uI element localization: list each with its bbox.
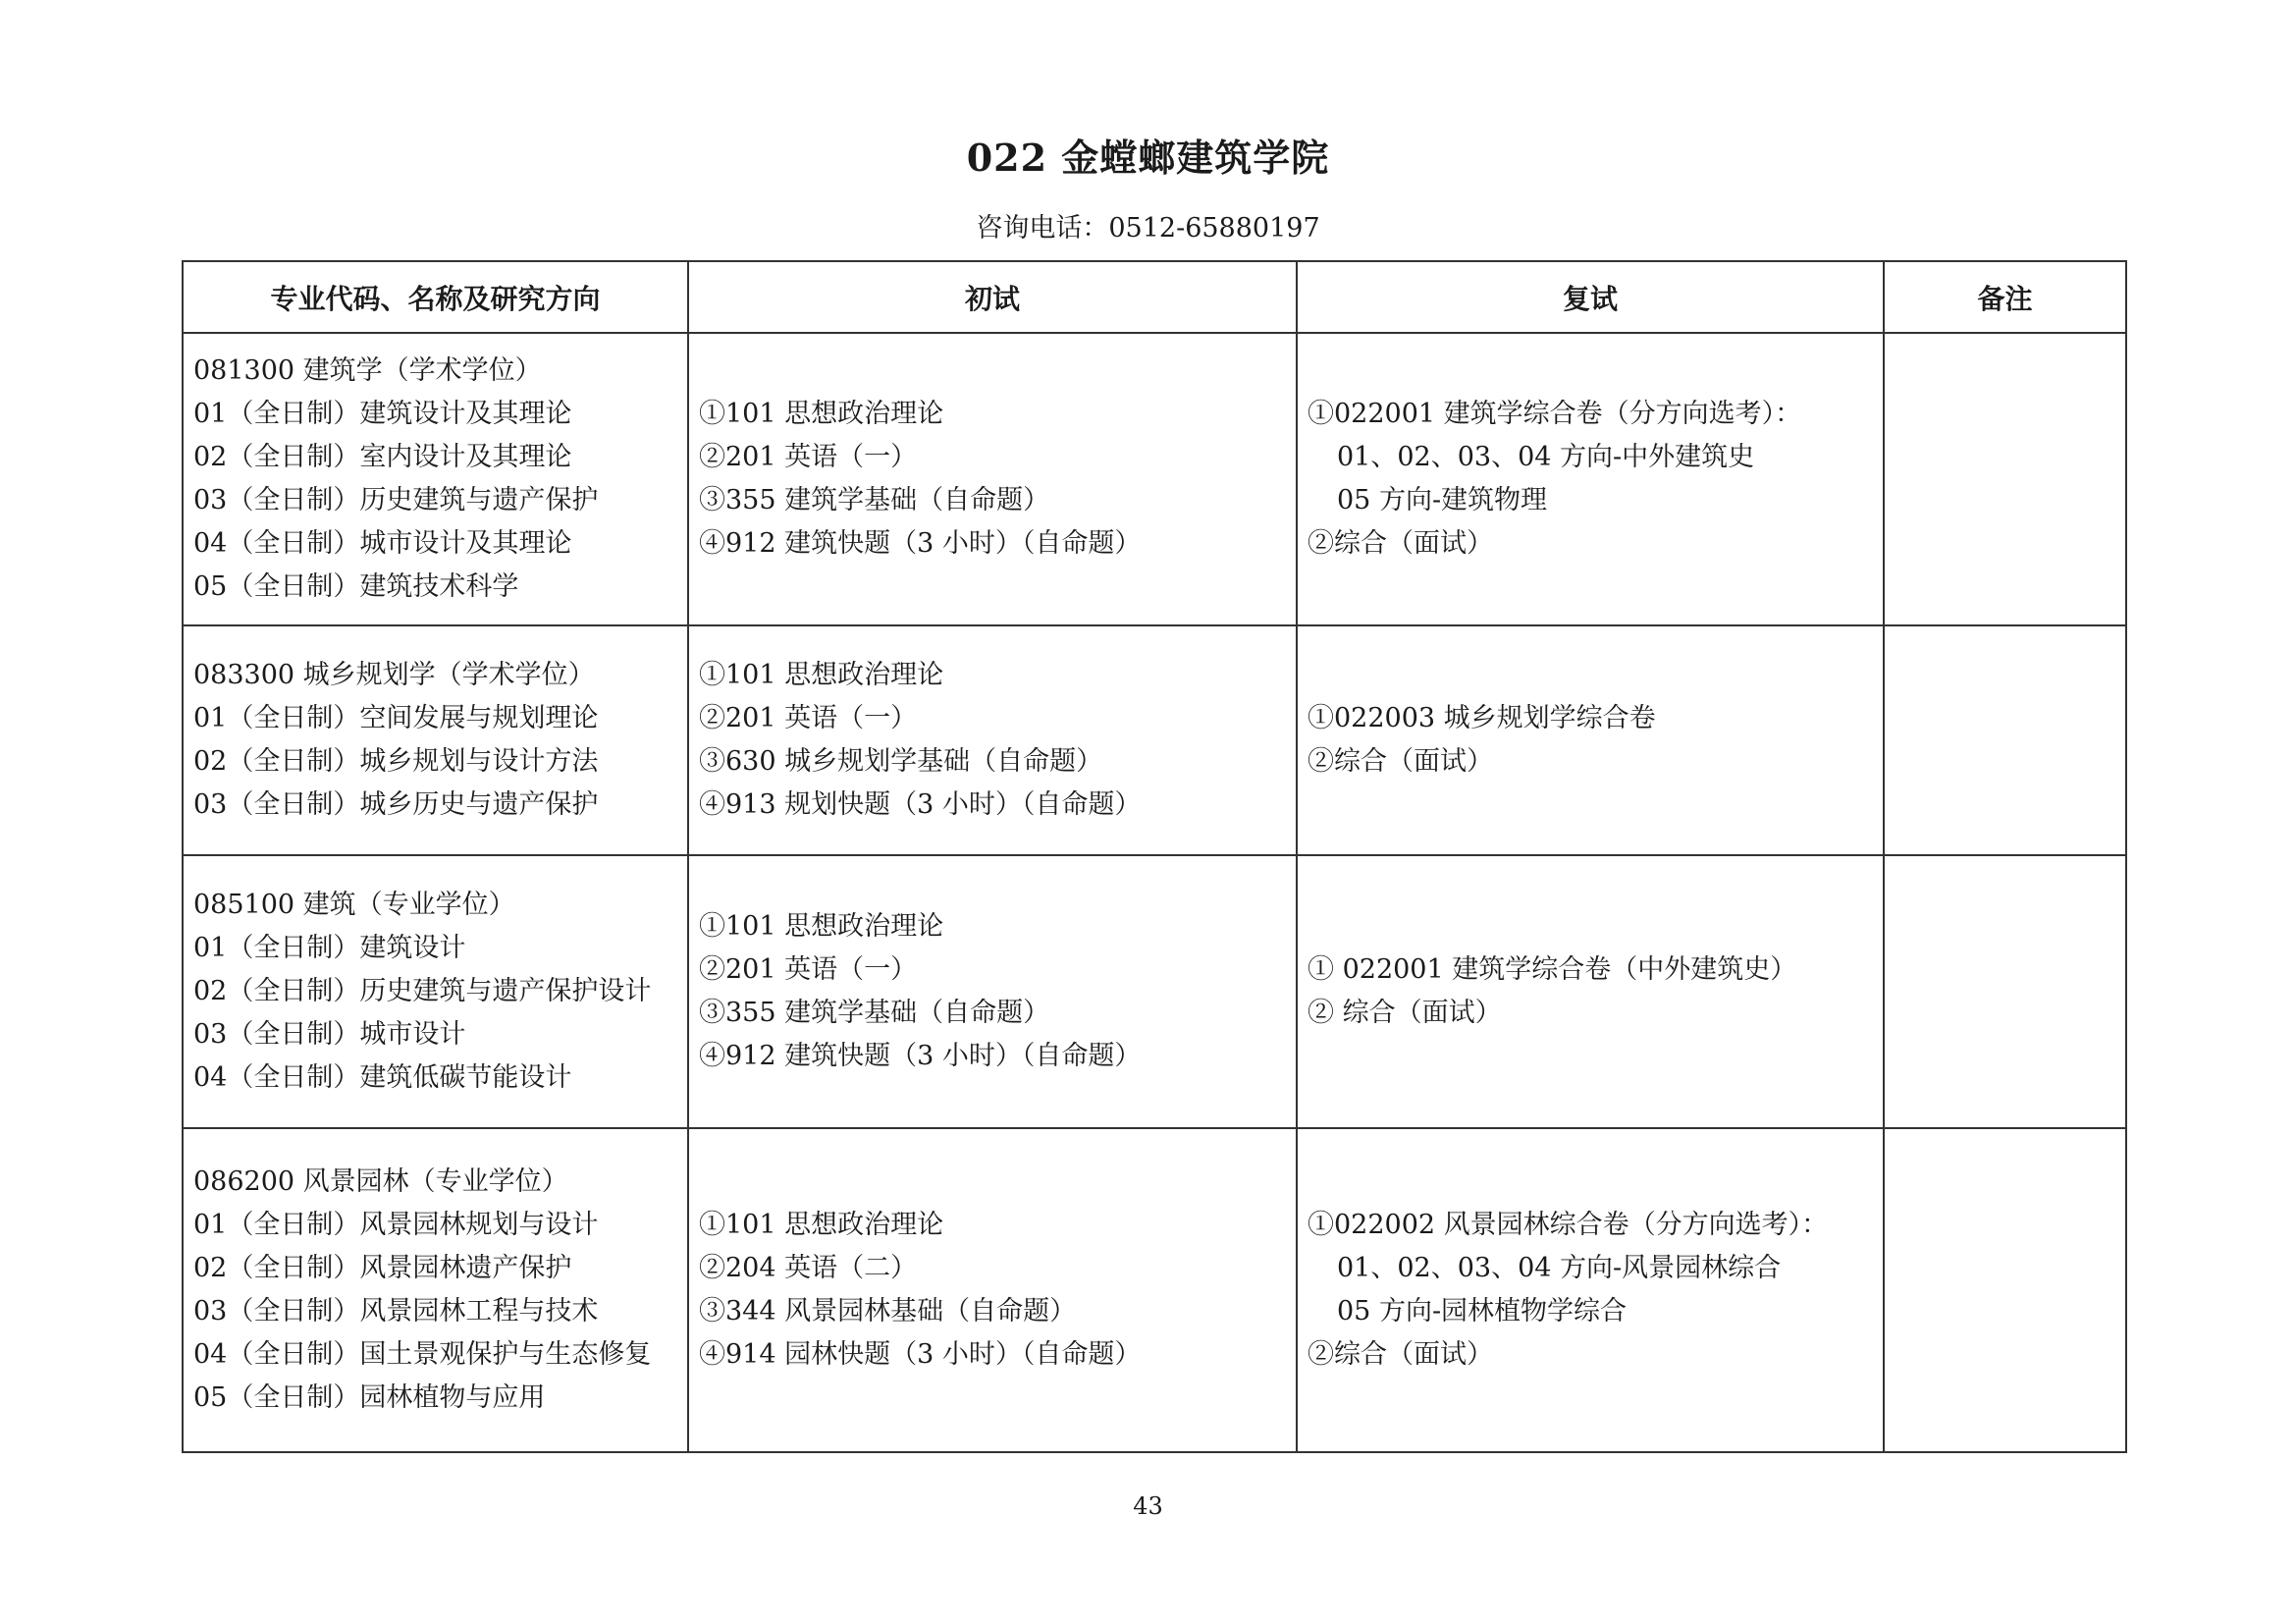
initial-exam-cell (688, 855, 1297, 1128)
notes-cell (1884, 1128, 2126, 1452)
program-title: 085100 建筑（专业学位） (193, 890, 515, 920)
research-direction: 05（全日制）园林植物与应用 (193, 1382, 546, 1413)
retest-item: 05 方向-园林植物学综合 (1337, 1296, 1628, 1326)
retest-item: ②综合（面试） (1308, 746, 1493, 777)
retest-item: ②综合（面试） (1308, 1339, 1493, 1370)
program-cell (183, 855, 688, 1128)
research-direction: 03（全日制）城乡历史与遗产保护 (193, 789, 599, 820)
retest-item: 01、02、03、04 方向-风景园林综合 (1337, 1253, 1782, 1283)
column-header-notes: 备注 (1884, 261, 2126, 333)
program-cell (183, 333, 688, 625)
research-direction: 04（全日制）建筑低碳节能设计 (193, 1062, 572, 1093)
research-direction: 05（全日制）建筑技术科学 (193, 571, 519, 602)
program-cell (183, 1128, 688, 1452)
table-row (183, 855, 2126, 1128)
notes-cell (1884, 855, 2126, 1128)
table-header (183, 261, 2126, 333)
exam-subject: ④913 规划快题（3 小时）（自命题） (699, 789, 1142, 820)
admissions-table (182, 260, 2127, 1453)
retest-cell (1297, 625, 1884, 855)
table-row (183, 625, 2126, 855)
exam-subject: ②204 英语（二） (699, 1253, 918, 1283)
research-direction: 04（全日制）国土景观保护与生态修复 (193, 1339, 652, 1370)
research-direction: 01（全日制）建筑设计 (193, 933, 466, 963)
exam-subject: ④912 建筑快题（3 小时）（自命题） (699, 528, 1142, 559)
contact-phone: 咨询电话：0512-65880197 (976, 213, 1320, 244)
exam-subject: ④912 建筑快题（3 小时）（自命题） (699, 1041, 1142, 1071)
initial-exam-cell (688, 333, 1297, 625)
retest-item: ①022003 城乡规划学综合卷 (1308, 703, 1656, 733)
research-direction: 02（全日制）历史建筑与遗产保护设计 (193, 976, 652, 1006)
program-title: 083300 城乡规划学（学术学位） (193, 660, 595, 690)
exam-subject: ②201 英语（一） (699, 703, 918, 733)
retest-item: ①022001 建筑学综合卷（分方向选考）： (1308, 399, 1802, 429)
exam-subject: ①101 思想政治理论 (699, 399, 944, 429)
research-direction: 01（全日制）空间发展与规划理论 (193, 703, 599, 733)
research-direction: 04（全日制）城市设计及其理论 (193, 528, 572, 559)
table-row (183, 333, 2126, 625)
column-header-initial-exam: 初试 (688, 261, 1297, 333)
program-title: 086200 风景园林（专业学位） (193, 1166, 568, 1197)
exam-subject: ④914 园林快题（3 小时）（自命题） (699, 1339, 1142, 1370)
retest-cell (1297, 333, 1884, 625)
notes-cell (1884, 333, 2126, 625)
retest-item: ① 022001 建筑学综合卷（中外建筑史） (1308, 954, 1797, 985)
retest-item: 05 方向-建筑物理 (1337, 485, 1548, 515)
exam-subject: ③355 建筑学基础（自命题） (699, 998, 1050, 1028)
retest-item: ② 综合（面试） (1308, 998, 1502, 1028)
column-header-retest: 复试 (1297, 261, 1884, 333)
exam-subject: ③630 城乡规划学基础（自命题） (699, 746, 1103, 777)
program-cell (183, 625, 688, 855)
retest-item: ①022002 风景园林综合卷（分方向选考）： (1308, 1210, 1829, 1240)
research-direction: 01（全日制）风景园林规划与设计 (193, 1210, 599, 1240)
initial-exam-cell (688, 625, 1297, 855)
exam-subject: ②201 英语（一） (699, 442, 918, 472)
research-direction: 03（全日制）风景园林工程与技术 (193, 1296, 599, 1326)
table-row (183, 1128, 2126, 1452)
exam-subject: ①101 思想政治理论 (699, 911, 944, 942)
retest-cell (1297, 1128, 1884, 1452)
research-direction: 01（全日制）建筑设计及其理论 (193, 399, 572, 429)
exam-subject: ③344 风景园林基础（自命题） (699, 1296, 1077, 1326)
initial-exam-cell (688, 1128, 1297, 1452)
program-title: 081300 建筑学（学术学位） (193, 355, 542, 386)
exam-subject: ③355 建筑学基础（自命题） (699, 485, 1050, 515)
page-number: 43 (1133, 1492, 1163, 1520)
research-direction: 03（全日制）城市设计 (193, 1019, 466, 1050)
research-direction: 03（全日制）历史建筑与遗产保护 (193, 485, 599, 515)
retest-cell (1297, 855, 1884, 1128)
research-direction: 02（全日制）风景园林遗产保护 (193, 1253, 572, 1283)
retest-item: ②综合（面试） (1308, 528, 1493, 559)
exam-subject: ①101 思想政治理论 (699, 1210, 944, 1240)
retest-item: 01、02、03、04 方向-中外建筑史 (1337, 442, 1755, 472)
exam-subject: ②201 英语（一） (699, 954, 918, 985)
column-header-program: 专业代码、名称及研究方向 (183, 261, 688, 333)
research-direction: 02（全日制）城乡规划与设计方法 (193, 746, 599, 777)
notes-cell (1884, 625, 2126, 855)
exam-subject: ①101 思想政治理论 (699, 660, 944, 690)
research-direction: 02（全日制）室内设计及其理论 (193, 442, 572, 472)
page-title: 022 金螳螂建筑学院 (966, 135, 1330, 180)
